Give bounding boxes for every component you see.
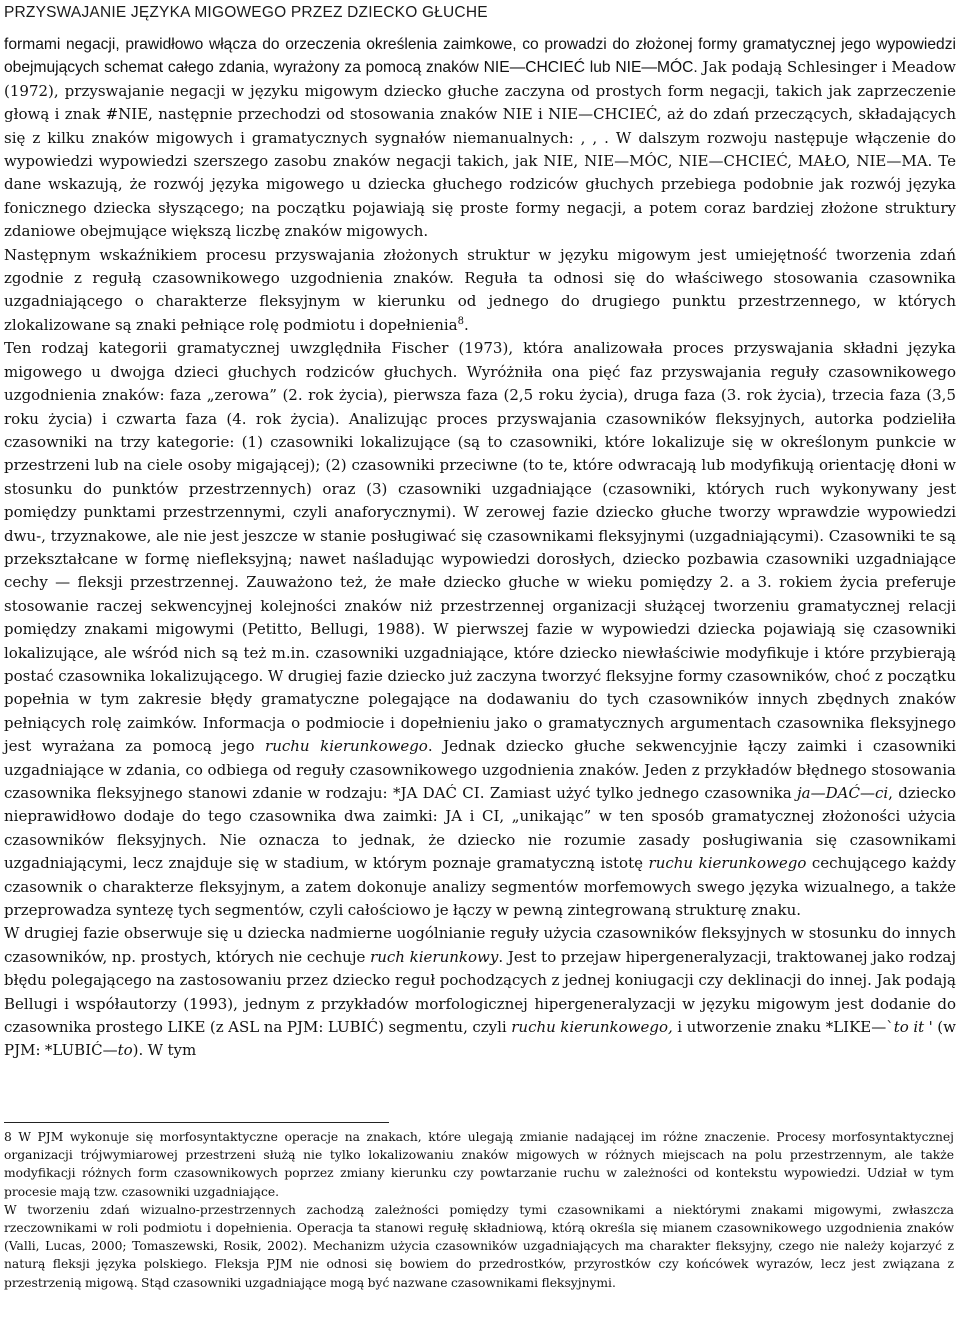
- paragraph-fischer-text-a: Ten rodzaj kategorii gramatycznej uwzględniła Fischer (1973), która analizowała proces przyswajania składni języka migowego u dwojga dzieci głuchych rodziców głuchych. Wyróżniła ona pięć faz przyswajania reguły czasownikowego uzgodnienia znaków: faza „zerowa” (2. rok życia), pierwsza faza (2,5 roku życia), druga faza (3. rok życia), trzecia faza (3,5 roku życia) i czwarta faza (4. rok życia). Analizując proces przyswajania czasowników fleksyjnych, autorka podzieliła czasowniki na trzy kategorie: (1) czasowniki lokalizujące (są to czasowniki, które lokalizuje się w określonym punkcie w przestrzeni lub na ciele osoby migającej); (2) czasowniki przeciwne (to te, które odwracają lub modyfikują orientację dłoni w stosunku do punktów przestrzennych) oraz (3) czasowniki uzgadniające (czasowniki, których ruch wykonywany jest pomiędzy punktami przestrzennymi, czyli anaforycznymi). W zerowej fazie dziecko głuche tworzy wprawdzie wypowiedzi dwu-, trzyznakowe, ale nie jest jeszcze w stanie posługiwać się czasownikami fleksyjnymi (uzgadniającymi). Czasowniki te są przekształcane w formę niefleksyjną; nawet naśladując wypowiedzi dorosłych, dziecko pozbawia czasowniki uzgadniające cechy — fleksji przestrzennej. Zauważono też, że małe dziecko głuche w wieku pomiędzy 2. a 3. rokiem życia preferuje stosowanie raczej sekwencyjnej kolejności znaków niż przestrzennej organizacji służącej tworzeniu gramatycznej relacji pomiędzy znakami migowymi (Petitto, Bellugi, 1988). W pierwszej fazie w wypowiedzi dziecka pojawiają się czasowniki lokalizujące, ale wśród nich są też m.in. czasowniki uzgadniające, które dziecko niewłaściwie modyfikuje i które przybierają postać czasownika lokalizującego. W drugiej fazie dziecko już zaczyna tworzyć fleksyjne formy czasowników, choć z początku popełnia w tym zakresie błędy gramatyczne polegające na dodawaniu do tych czasowników innych zbędnych znaków pełniących rolę zaimków. Informacja o podmiocie i dopełnieniu jako o gramatycznych argumentach czasownika fleksyjnego jest wyrażana za pomocą jego: [4, 339, 956, 756]
- italic-term: to it: [893, 1018, 925, 1037]
- italic-term: ruchu kierunkowego,: [511, 1018, 673, 1037]
- paragraph-verb-agreement-end: .: [463, 315, 469, 334]
- italic-term: ja—DAĆ—ci: [797, 784, 889, 802]
- italic-term: to: [117, 1041, 133, 1060]
- footnotes: [4, 1128, 954, 1292]
- running-head: PRZYSWAJANIE JĘZYKA MIGOWEGO PRZEZ DZIECKO GŁUCHE: [4, 4, 488, 21]
- paragraph-negation-lead: formami negacji, prawidłowo włącza do orzeczenia określenia zaimkowe, co prowadzi do złożonej formy gramatycznej jego wypowiedzi obejmujących schemat całego zdania, wyrażony za pomocą znaków NIE—CHCIEĆ lub NIE—MÓC.: [4, 36, 956, 77]
- paragraph-negation-text: Jak podają Schlesinger i Meadow (1972), przyswajanie negacji w języku migowym dziecko głuche zaczyna od prostych form negacji, takich jak zaprzeczenie głową i znak #NIE, następnie przechodzi od stosowania znaków NIE i NIE—CHCIEĆ, aż do zdań przeczących, składających się z kilku znaków migowych i gramatycznych sygnałów niemanualnych: , , . W dalszym rozwoju następuje włączenie do wypowiedzi wypowiedzi szerszego zasobu znaków negacji takich, jak NIE, NIE—MÓC, NIE—CHCIEĆ, MAŁO, NIE—MA. Te dane wskazują, że rozwój języka migowego u dziecka głuchego rodziców głuchych przebiega podobnie jak rozwój języka fonicznego dziecka słyszącego; na początku pojawiają się proste formy negacji, a potem coraz bardziej złożone struktury zdaniowe obejmujące większą liczbę znaków migowych.: [4, 58, 956, 241]
- paragraph-fischer-text-b: . Jednak dziecko głuche sekwencyjnie łączy zaimki i czasowniki uzgadniające w zdania, co odbiega od reguły czasownikowego uzgodnienia znaków. Jeden z przykładów błędnego stosowania czasownika fleksyjnego stanowi zdanie w rodzaju: *JA DAĆ CI. Zamiast użyć tylko jednego czasownika: [4, 737, 956, 802]
- footnote-8-continuation: W tworzeniu zdań wizualno-przestrzennych zachodzą zależności pomiędzy tymi czasownikami a niektórymi znakami migowymi, zwłaszcza rzeczownikami w roli podmiotu i dopełnienia. Operacja ta stanowi regułę składniową, którą określa się mianem czasownikowego uzgodnienia znaków (Valli, Lucas, 2000; Tomaszewski, Rosik, 2002). Mechanizm użycia czasowników uzgadniających ma charakter fleksyjny, czego nie należy kojarzyć z naturą fleksji języka polskiego. Fleksja PJM nie odnosi się bowiem do przedrostków, przyrostków czy końcówek wyrazów, lecz jest związana z przestrzenią migową. Stąd czasowniki uzgadniające mogą być nazwane czasownikami fleksyjnymi.: [4, 1202, 954, 1290]
- paragraph-fischer-text-c: , dziecko nieprawidłowo dodaje do tego czasownika dwa zaimki: JA i CI, „unikając” w ten sposób gramatycznej złożoności użycia czasowników fleksyjnych. Nie oznacza to jednak, że dziecko nie rozumie zasady posługiwania się czasownikami uzgadniającymi, lecz znajduje się w stadium, w którym poznaje gramatyczną istotę: [4, 784, 956, 873]
- paragraph-overgeneralization: [4, 922, 956, 1062]
- paragraph-negation: [4, 33, 956, 244]
- footnote-divider: [4, 1122, 389, 1123]
- italic-term: ruchu kierunkowego: [648, 854, 807, 873]
- body-text: [4, 33, 956, 1063]
- paragraph-fischer-text-d: cechującego każdy czasownik o charakterze fleksyjnym, a zatem dokonuje analizy segmentów morfemowych swego języka wizualnego, a także przeprowadza syntezę tych segmentów, czyli całościowo je łączy w pewną zintegrowaną strukturę znaku.: [4, 854, 956, 920]
- paragraph-verb-agreement: [4, 244, 956, 338]
- paragraph-overgeneralization-text-c: i utworzenie znaku *LIKE—`: [672, 1018, 894, 1037]
- footnote-8: 8 W PJM wykonuje się morfosyntaktyczne operacje na znakach, które ulegają zmianie nadającej im różne znaczenie. Procesy morfosyntaktycznej organizacji trójwymiarowej przestrzeni służą nie tylko lokalizowaniu znaków migowych w różnych miejscach na polu przestrzennym, ale także modyfikacji różnych form czasownikowych poprzez zmiany kierunku czy powtarzanie ruchu w zależności od kontekstu wypowiedzi. Udział w tym procesie mają tzw. czasowniki uzgadniające.: [4, 1130, 954, 1199]
- paragraph-overgeneralization-text-b: . Jest to przejaw hipergeneralyzacji, traktowanej jako rodzaj błędu polegającego na zastosowaniu przez dziecko reguł pochodzących z jednej koniugacji czy deklinacji do innej. Jak podają Bellugi i współautorzy (1993), jednym z przykładów morfologicznej hipergeneralyzacji w języku migowym jest dodanie do czasownika prostego LIKE (z ASL na PJM: LUBIĆ) segmentu, czyli: [4, 947, 956, 1037]
- paragraph-fischer: [4, 337, 956, 922]
- paragraph-overgeneralization-text-d: ' (w PJM: *LUBIĆ—: [4, 1018, 956, 1060]
- italic-term: ruchu kierunkowego: [265, 737, 428, 756]
- document-page: [4, 0, 956, 1063]
- paragraph-verb-agreement-text: Następnym wskaźnikiem procesu przyswajania złożonych struktur w języku migowym jest umiejętność tworzenia zdań zgodnie z regułą czasownikowego uzgodnienia znaków. Reguła ta odnosi się do właściwego stosowania czasownika uzgadniającego o charakterze fleksyjnym w kierunku od jednego do drugiego punktu przestrzennego, w których zlokalizowane są znaki pełniące rolę podmiotu i dopełnienia: [4, 245, 956, 334]
- footnote-ref-8[interactable]: 8: [457, 315, 464, 327]
- italic-term: ruch kierunkowy: [370, 947, 499, 966]
- paragraph-overgeneralization-text-e: ). W tym: [132, 1041, 197, 1060]
- paragraph-overgeneralization-text-a: W drugiej fazie obserwuje się u dziecka nadmierne uogólnianie reguły użycia czasowników fleksyjnych w stosunku do innych czasowników, np. prostych, których nie cechuje: [4, 924, 956, 966]
